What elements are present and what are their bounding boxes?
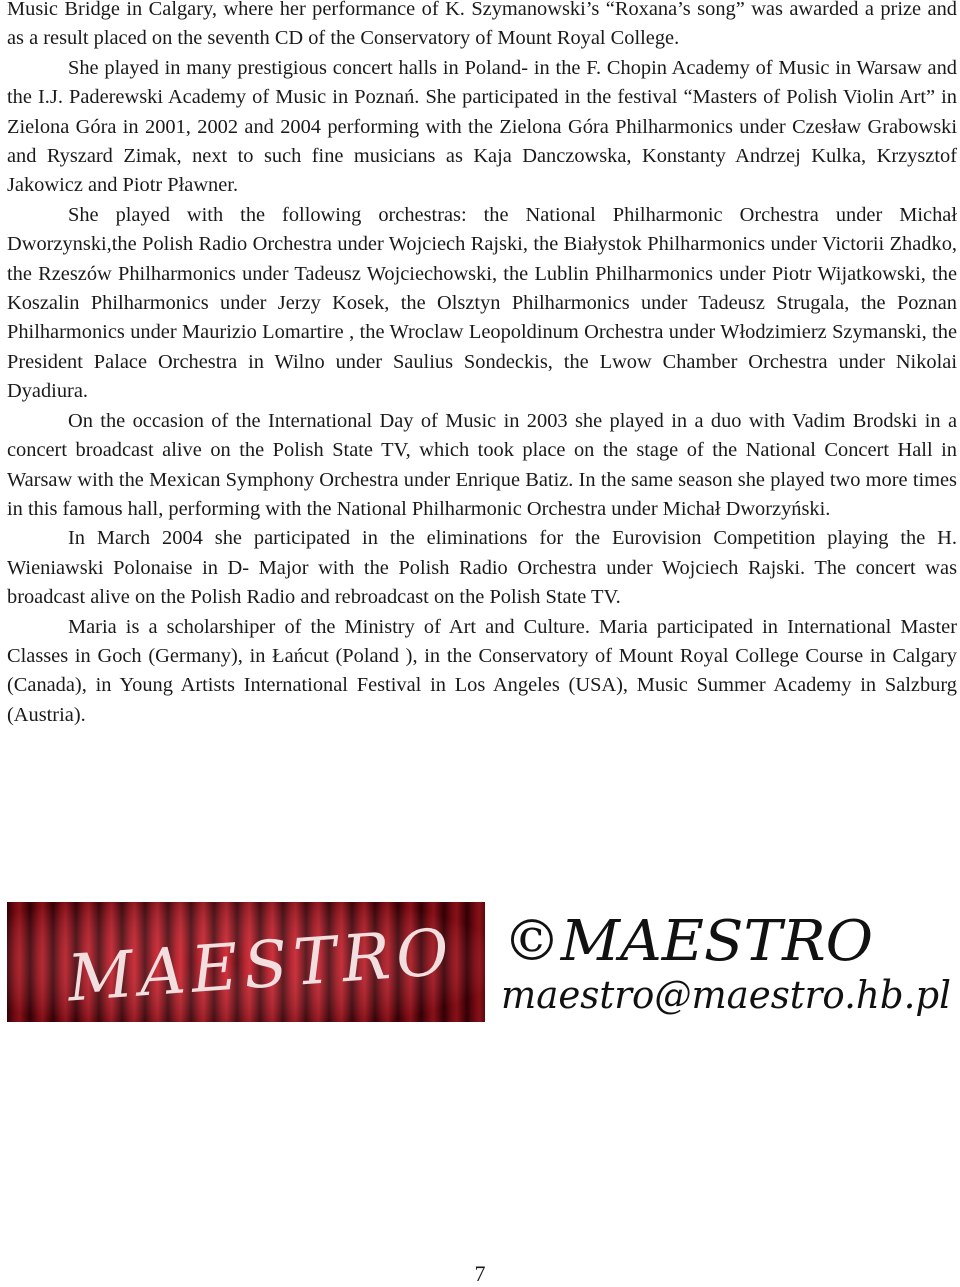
paragraph: On the occasion of the International Day of Music in 2003 she played in a duo with Vadim Brodski in a concert broadcast alive on the Polish State TV, which took place on the stage of the National Concert Hall in Warsaw with the Mexican Symphony Orchestra under Enrique Batiz. In the same season she played two more times in this famous hall, performing with the National Philharmonic Orchestra under Michał Dworzyński. — [7, 409, 957, 520]
footer-logos — [7, 902, 959, 1022]
maestro-curtain-logo — [7, 902, 485, 1022]
document-body — [7, 0, 957, 730]
page-number: 7 — [474, 1261, 486, 1286]
copyright-script-logo — [497, 902, 959, 1022]
copyright-logo-text: ©MAESTRO — [503, 909, 873, 974]
email-script-text: maestro@maestro.hb.pl — [501, 973, 951, 1017]
paragraph: Music Bridge in Calgary, where her performance of K. Szymanowski’s “Roxana’s song” was awarded a prize and as a result placed on the seventh CD of the Conservatory of Mount Royal College. — [7, 0, 957, 50]
paragraph: She played with the following orchestras: the National Philharmonic Orchestra under Michał Dworzynski,the Polish Radio Orchestra under Wojciech Rajski, the Białystok Philharmonics under Victorii Zhadko, the Rzeszów Philharmonics under Tadeusz Wojciechowski, the Lublin Philharmonics under Piotr Wijatkowski, the Koszalin Philharmonics under Jerzy Kosek, the Olsztyn Philharmonics under Tadeusz Strugala, the Poznan Philharmonics under Maurizio Lomartire , the Wroclaw Leopoldinum Orchestra under Włodzimierz Szymanski, the President Palace Orchestra in Wilno under Saulius Sondeckis, the Lwow Chamber Orchestra under Nikolai Dyadiura. — [7, 203, 957, 403]
paragraph: She played in many prestigious concert halls in Poland- in the F. Chopin Academy of Music in Warsaw and the I.J. Paderewski Academy of Music in Poznań. She participated in the festival “Masters of Polish Violin Art” in Zielona Góra in 2001, 2002 and 2004 performing with the Zielona Góra Philharmonics under Czesław Grabowski and Ryszard Zimak, next to such fine musicians as Kaja Danczowska, Konstanty Andrzej Kulka, Krzysztof Jakowicz and Piotr Pławner. — [7, 56, 957, 197]
curtain-logo-text: MAESTRO — [65, 915, 458, 1017]
paragraph: In March 2004 she participated in the eliminations for the Eurovision Competition playing the H. Wieniawski Polonaise in D- Major with the Polish Radio Orchestra under Wojciech Rajski. The concert was broadcast alive on the Polish Radio and rebroadcast on the Polish State TV. — [7, 527, 957, 609]
paragraph: Maria is a scholarshiper of the Ministry of Art and Culture. Maria participated in International Master Classes in Goch (Germany), in Łańcut (Poland ), in the Conservatory of Mount Royal College Course in Calgary (Canada), in Young Artists International Festival in Los Angeles (USA), Music Summer Academy in Salzburg (Austria). — [7, 615, 957, 726]
